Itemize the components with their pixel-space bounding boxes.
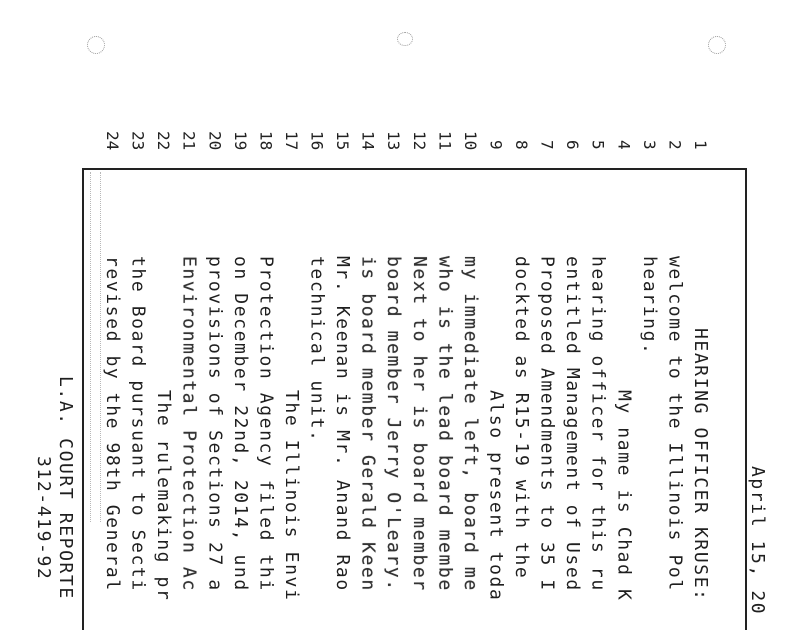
footer-reporter: L.A. COURT REPORTE <box>55 376 76 600</box>
punch-hole <box>708 36 726 54</box>
line-number: 11 <box>435 131 455 151</box>
line-number: 21 <box>179 131 199 151</box>
line-number: 23 <box>128 131 148 151</box>
line-number: 19 <box>230 131 250 151</box>
transcript-line: is board member Gerald Keen <box>357 256 379 592</box>
line-number: 17 <box>281 131 301 151</box>
transcript-line: Environmental Protection Ac <box>178 256 200 592</box>
transcript-line: hearing. <box>638 256 660 356</box>
line-number: 24 <box>103 131 122 151</box>
transcript-line: provisions of Sections 27 a <box>204 256 226 592</box>
faint-margin-rule <box>90 172 91 522</box>
line-number: 6 <box>563 140 583 150</box>
line-number: 20 <box>205 131 225 151</box>
transcript-line: on December 22nd, 2014, und <box>229 256 251 592</box>
line-number: 8 <box>512 140 532 150</box>
transcript-line: The Illinois Envi <box>280 390 302 602</box>
transcript-line: Also present toda <box>485 390 507 602</box>
transcript-line: the Board pursuant to Secti <box>127 256 149 592</box>
transcript-line: my immediate left, board me <box>459 256 481 592</box>
transcript-line: Next to her is board member <box>408 256 430 592</box>
line-number: 7 <box>537 140 557 150</box>
transcript-line: Proposed Amendments to 35 I <box>536 256 558 592</box>
line-number: 3 <box>639 140 659 150</box>
transcript-line: The rulemaking pr <box>153 390 175 602</box>
line-number: 16 <box>307 131 327 151</box>
header-date: April 15, 20 <box>747 466 768 616</box>
transcript-line: Mr. Keenan is Mr. Anand Rao <box>332 256 354 592</box>
line-number: 9 <box>486 140 506 150</box>
transcript-line: welcome to the Illinois Pol <box>664 256 686 592</box>
transcript-line: technical unit. <box>306 256 328 443</box>
line-number: 22 <box>154 131 174 151</box>
line-number: 13 <box>384 131 404 151</box>
transcript-line: Protection Agency filed thi <box>255 256 277 592</box>
line-number: 10 <box>460 131 480 151</box>
line-number: 1 <box>691 140 710 150</box>
transcript-line: entitled Management of Used <box>562 256 584 592</box>
transcript-line: My name is Chad K <box>613 390 635 602</box>
transcript-line: dockted as R15-19 with the <box>511 256 533 580</box>
line-number: 4 <box>614 140 634 150</box>
transcript-line: hearing officer for this ru <box>587 256 609 592</box>
punch-hole <box>87 36 105 54</box>
line-number: 18 <box>256 131 276 151</box>
transcript-line: who is the lead board membe <box>434 256 456 592</box>
line-number: 15 <box>333 131 353 151</box>
line-number: 5 <box>588 140 608 150</box>
transcript-line: board member Jerry O'Leary. <box>383 256 405 592</box>
line-number: 14 <box>358 131 378 151</box>
footer-phone: 312-419-92 <box>33 456 54 581</box>
line-number: 2 <box>665 140 685 150</box>
transcript-line: HEARING OFFICER KRUSE: <box>690 328 711 602</box>
transcript-line: revised by the 98th General <box>102 256 123 592</box>
punch-hole <box>397 32 413 46</box>
line-number: 12 <box>409 131 429 151</box>
faint-margin-rule <box>100 172 101 522</box>
